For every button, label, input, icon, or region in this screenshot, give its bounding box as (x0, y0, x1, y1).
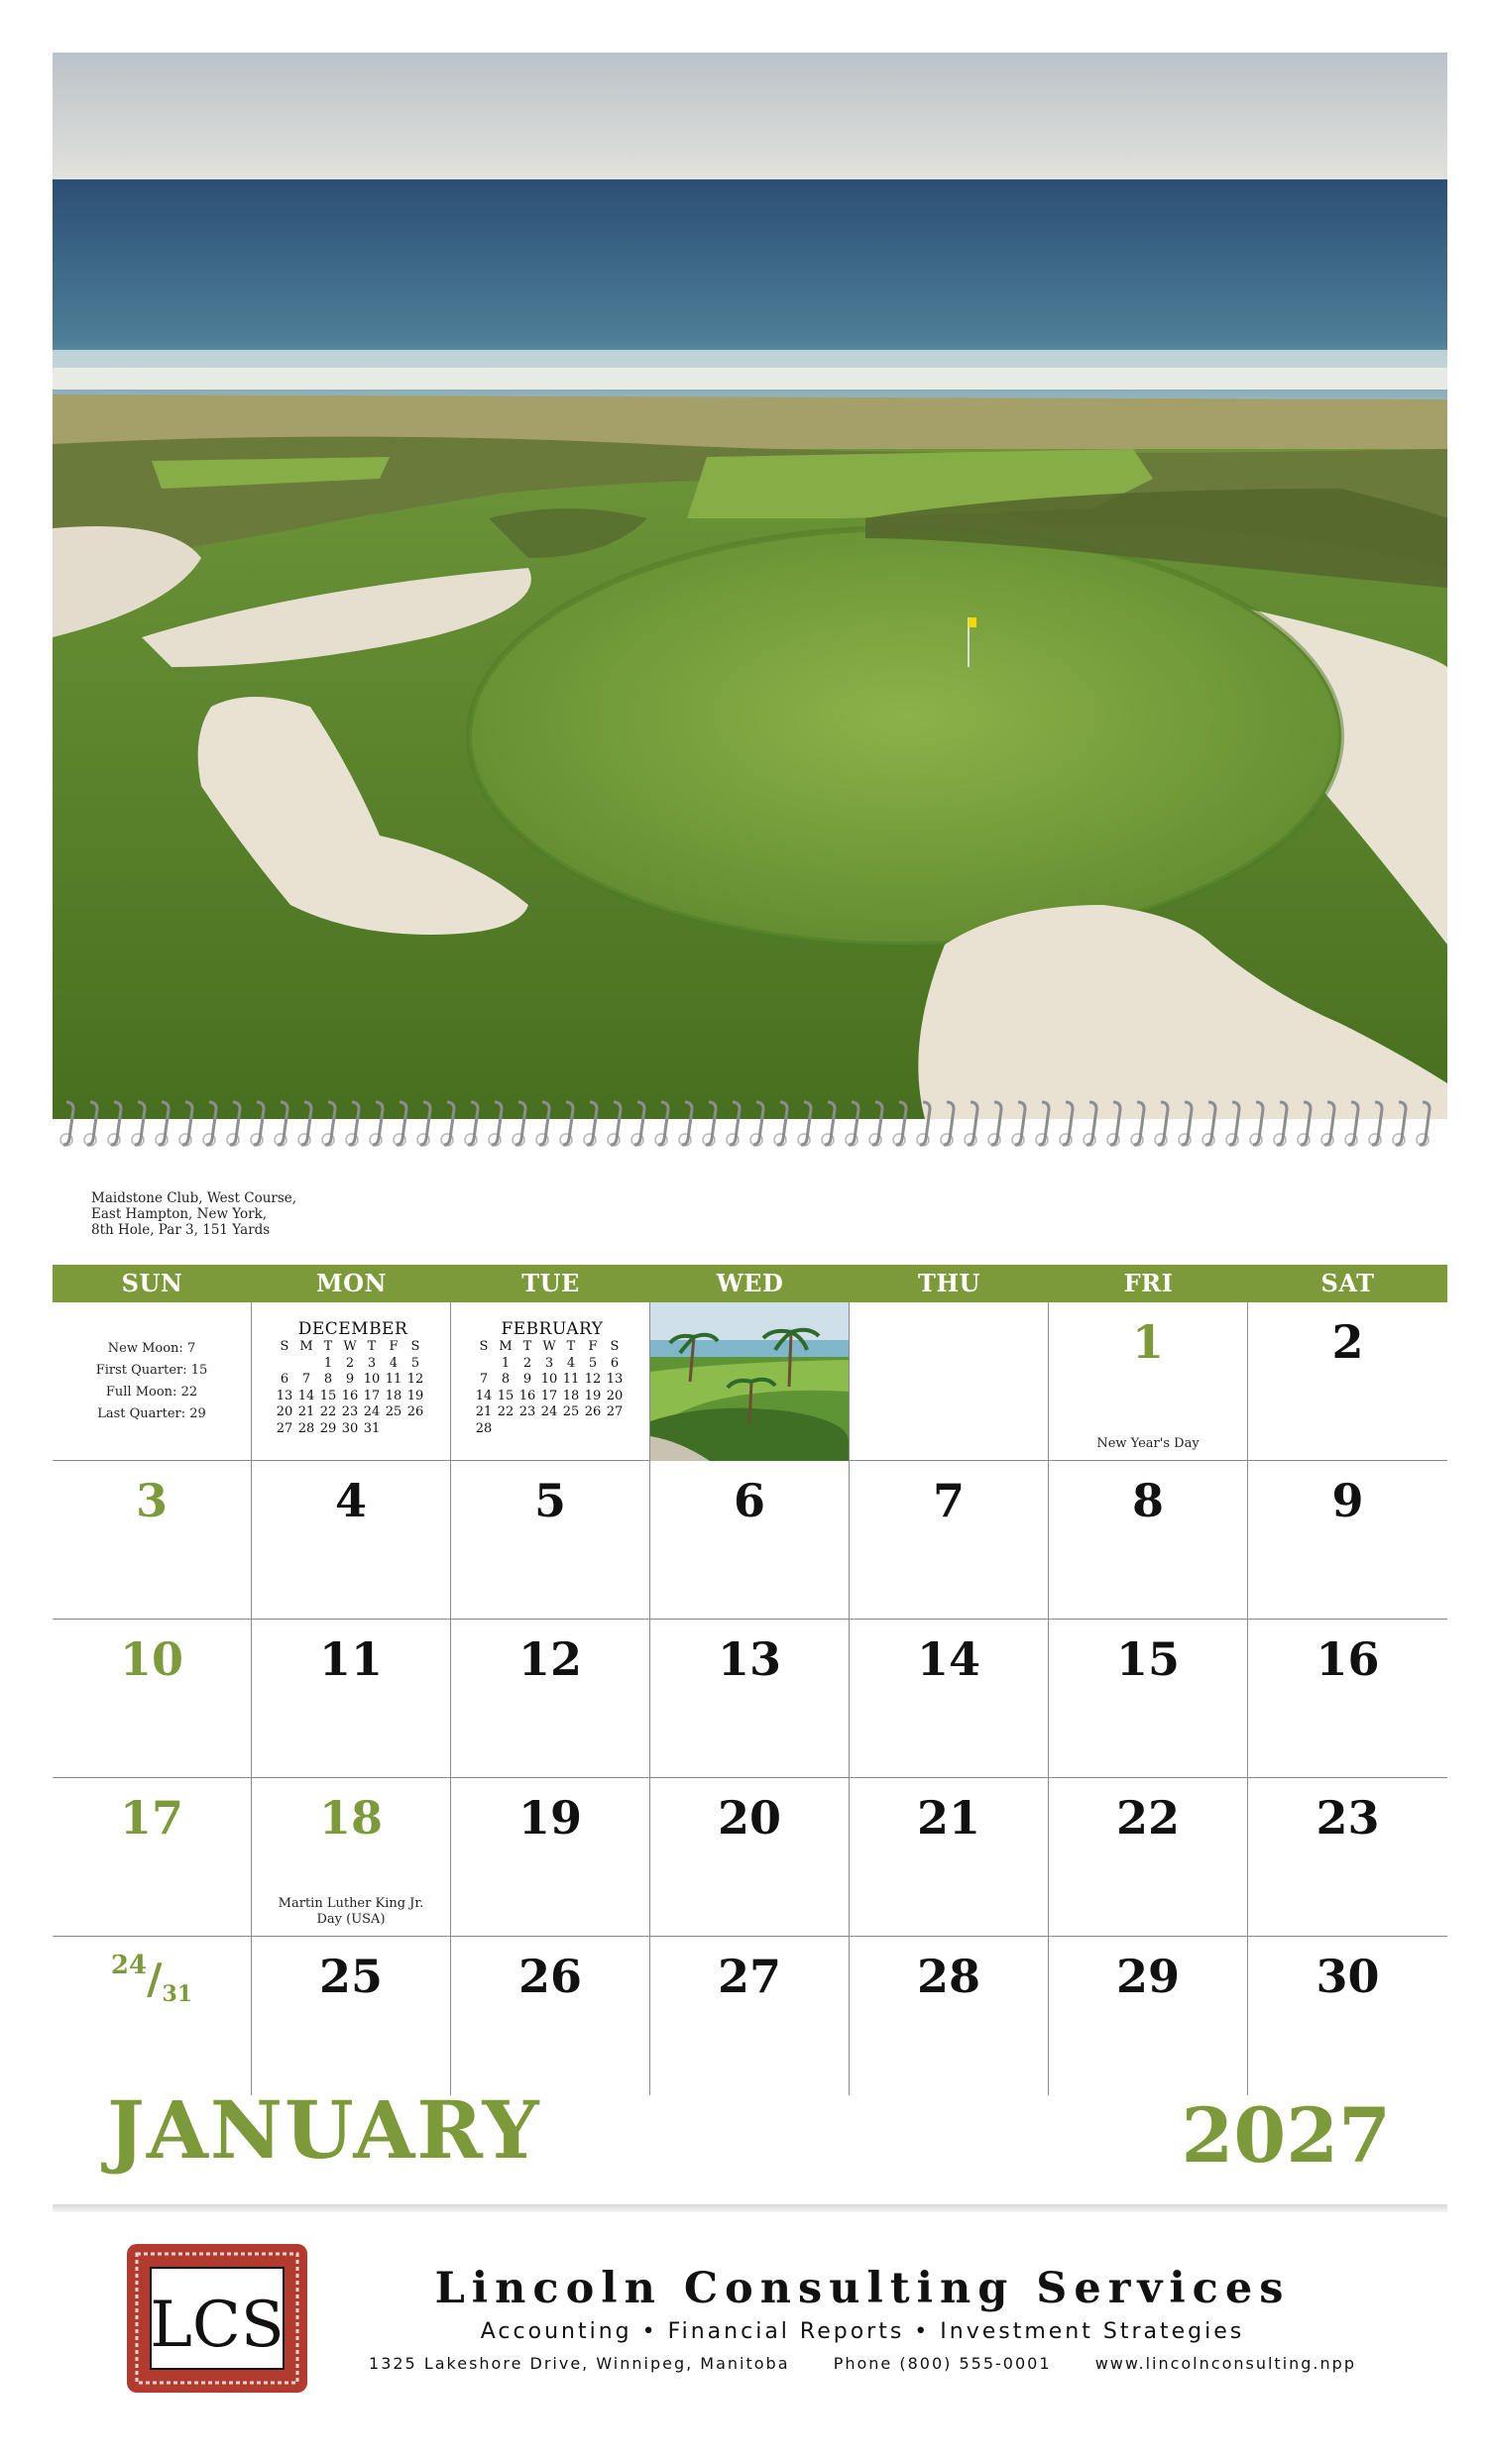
mini-calendar-day: 18 (385, 1388, 402, 1403)
mini-calendar-day: 18 (562, 1388, 580, 1403)
mini-calendar-day: 15 (319, 1388, 337, 1403)
company-address: 1325 Lakeshore Drive, Winnipeg, Manitoba (369, 2354, 790, 2373)
weekday-thu: THU (918, 1269, 980, 1297)
spiral-ring (1369, 1102, 1382, 1146)
mini-calendar-day: 9 (522, 1372, 532, 1387)
spiral-ring (275, 1102, 287, 1146)
mini-calendar-day: 21 (475, 1404, 493, 1419)
mini-calendar-day: 22 (319, 1404, 337, 1419)
mini-calendar-day: 3 (367, 1355, 377, 1371)
day-cell[interactable] (1248, 1778, 1447, 1936)
spiral-ring (346, 1102, 359, 1146)
mini-calendar-day: 25 (385, 1404, 402, 1419)
company-tagline: Accounting • Financial Reports • Investment Strategies (480, 2319, 1245, 2344)
mini-calendar-day: 24 (363, 1404, 381, 1419)
spiral-ring (489, 1102, 502, 1146)
spiral-ring (750, 1102, 763, 1146)
mini-calendar-day: 26 (584, 1404, 602, 1419)
calendar-week-1 (53, 1302, 1447, 1461)
day-number: 19 (517, 1791, 582, 1845)
mini-calendar-day: 6 (280, 1372, 289, 1387)
day-cell[interactable] (252, 1778, 451, 1936)
weekday-sat: SAT (1320, 1269, 1375, 1297)
spiral-ring (869, 1102, 882, 1146)
day-cell-2[interactable] (1248, 1302, 1447, 1460)
day-cell[interactable] (650, 1461, 850, 1619)
spiral-ring (965, 1102, 977, 1146)
day-number: 28 (916, 1950, 980, 2003)
mini-calendar-day: 19 (584, 1388, 602, 1403)
day-number-31: 31 (162, 1981, 193, 2007)
spiral-ring (394, 1102, 406, 1146)
mini-calendar-day: 27 (276, 1420, 293, 1436)
company-logo (127, 2244, 307, 2393)
day-cell[interactable] (850, 1778, 1049, 1936)
day-number: 13 (717, 1632, 781, 1686)
spiral-ring (227, 1102, 240, 1146)
day-number: 25 (318, 1950, 383, 2003)
mini-calendar-weekday: T (522, 1339, 532, 1354)
weekday-sun: SUN (121, 1269, 183, 1297)
day-number: 6 (733, 1474, 765, 1527)
spiral-ring (631, 1102, 644, 1146)
calendar-week-5 (53, 1937, 1447, 2095)
mini-calendar-day: 1 (323, 1355, 333, 1371)
moon-phase-last-quarter: Last Quarter: 29 (97, 1406, 206, 1421)
spiral-ring (655, 1102, 668, 1146)
mini-calendar-day: 28 (297, 1420, 315, 1436)
mini-calendar-weekday: F (588, 1339, 598, 1354)
day-number: 22 (1115, 1791, 1180, 1845)
day-number: 2 (1331, 1315, 1364, 1369)
day-cell[interactable] (1248, 1937, 1447, 2095)
day-number: 8 (1131, 1474, 1164, 1527)
mini-photo-cell (650, 1302, 850, 1460)
day-cell[interactable] (53, 1461, 252, 1619)
spiral-ring (1012, 1102, 1025, 1146)
day-cell[interactable] (451, 1778, 650, 1936)
spiral-ring (156, 1102, 169, 1146)
spiral-ring (727, 1102, 740, 1146)
golf-course-illustration (53, 53, 1447, 1119)
mini-calendar-day: 19 (406, 1388, 424, 1403)
year-title: 2027 (1181, 2091, 1391, 2180)
spiral-ring (703, 1102, 716, 1146)
day-number: 1 (1131, 1315, 1164, 1369)
spiral-ring (370, 1102, 383, 1146)
company-name: Lincoln Consulting Services (434, 2264, 1291, 2313)
day-number: 7 (932, 1474, 965, 1527)
calendar-week-3 (53, 1620, 1447, 1778)
day-cell[interactable] (1049, 1461, 1248, 1619)
day-cell[interactable] (650, 1620, 850, 1777)
mini-calendar-day: 20 (276, 1404, 293, 1419)
mini-calendar-day: 6 (610, 1355, 620, 1371)
moon-phases-cell (53, 1302, 252, 1460)
day-number: 17 (119, 1791, 183, 1845)
spiral-ring (1131, 1102, 1144, 1146)
mini-calendar-day: 5 (588, 1355, 598, 1371)
spiral-ring (822, 1102, 835, 1146)
spiral-ring (84, 1102, 97, 1146)
prev-month-cell (252, 1302, 451, 1460)
day-number: 9 (1331, 1474, 1364, 1527)
mini-calendar-day: 31 (363, 1420, 381, 1436)
day-number: 20 (717, 1791, 781, 1845)
mini-calendar-weekday: T (323, 1339, 333, 1354)
spiral-ring (1226, 1102, 1239, 1146)
mini-calendar-february (473, 1320, 631, 1437)
day-cell[interactable] (451, 1620, 650, 1777)
spiral-ring (560, 1102, 573, 1146)
day-cell-empty (850, 1302, 1049, 1460)
day-cell[interactable] (252, 1461, 451, 1619)
day-cell[interactable] (252, 1620, 451, 1777)
mini-calendar-day: 30 (341, 1420, 359, 1436)
day-cell[interactable] (850, 1937, 1049, 2095)
mini-calendar-title: DECEMBER (297, 1319, 408, 1339)
day-number: 27 (717, 1950, 781, 2003)
day-number: 23 (1315, 1791, 1380, 1845)
company-website[interactable]: www.lincolnconsulting.npp (1094, 2354, 1356, 2373)
spiral-ring (322, 1102, 335, 1146)
mini-calendar-day: 21 (297, 1404, 315, 1419)
company-contact (327, 2353, 1398, 2375)
mini-calendar-weekday: M (499, 1339, 513, 1354)
mini-calendar-weekday: S (280, 1339, 289, 1354)
spiral-ring (513, 1102, 525, 1146)
day-cell[interactable] (1248, 1620, 1447, 1777)
day-number: 12 (517, 1632, 582, 1686)
split-day-number (53, 1951, 251, 2007)
spiral-ring (1060, 1102, 1073, 1146)
caption-line: East Hampton, New York, (91, 1206, 268, 1222)
mini-calendar-day: 4 (389, 1355, 399, 1371)
day-number: 29 (1115, 1950, 1180, 2003)
spiral-ring (1393, 1102, 1406, 1146)
spiral-ring (846, 1102, 858, 1146)
spiral-ring (608, 1102, 621, 1146)
day-cell[interactable] (53, 1620, 252, 1777)
weekday-mon: MON (316, 1269, 387, 1297)
day-number: 14 (916, 1632, 980, 1686)
mini-calendar-day (274, 1356, 295, 1373)
day-number: 4 (334, 1474, 367, 1527)
spiral-ring (251, 1102, 264, 1146)
mini-calendar-weekday: S (479, 1339, 489, 1354)
mini-calendar-day: 8 (501, 1372, 511, 1387)
mini-calendar-weekday: F (389, 1339, 399, 1354)
moon-phase-full: Full Moon: 22 (105, 1385, 198, 1400)
mini-calendar-day: 16 (518, 1388, 536, 1403)
mini-calendar-days (473, 1339, 631, 1437)
day-cell[interactable] (850, 1461, 1049, 1619)
spiral-ring (60, 1102, 73, 1146)
photo-caption (91, 1190, 488, 1238)
logo-monogram: LCS (150, 2289, 285, 2362)
spiral-ring (988, 1102, 1001, 1146)
mini-calendar-day: 11 (562, 1372, 580, 1387)
day-cell[interactable] (252, 1937, 451, 2095)
mini-calendar-days (274, 1339, 432, 1437)
mini-calendar-day: 13 (276, 1388, 293, 1403)
spiral-ring (1321, 1102, 1334, 1146)
mini-calendar-day: 12 (406, 1372, 424, 1387)
mini-calendar-day: 17 (540, 1388, 558, 1403)
split-slash: / (147, 1955, 163, 2003)
day-cell[interactable] (1049, 1620, 1248, 1777)
next-month-cell (451, 1302, 650, 1460)
mini-calendar-day: 8 (323, 1372, 333, 1387)
spiral-ring (179, 1102, 192, 1146)
day-cell[interactable] (53, 1778, 252, 1936)
day-cell[interactable] (650, 1778, 850, 1936)
day-cell[interactable] (451, 1461, 650, 1619)
day-cell-1[interactable] (1049, 1302, 1248, 1460)
day-number: 26 (517, 1950, 582, 2003)
spiral-ring (1084, 1102, 1096, 1146)
spiral-ring (298, 1102, 311, 1146)
spiral-ring (893, 1102, 906, 1146)
day-number: 10 (119, 1632, 183, 1686)
calendar-week-4 (53, 1778, 1447, 1937)
mini-calendar-weekday: M (299, 1339, 313, 1354)
spiral-ring (465, 1102, 478, 1146)
spiral-ring (679, 1102, 692, 1146)
day-cell[interactable] (1049, 1778, 1248, 1936)
spiral-ring (1202, 1102, 1215, 1146)
day-cell[interactable] (1248, 1461, 1447, 1619)
day-cell[interactable] (850, 1620, 1049, 1777)
month-title: JANUARY (107, 2083, 541, 2177)
mini-calendar-weekday: W (542, 1339, 556, 1354)
spiral-ring (536, 1102, 549, 1146)
mini-calendar-day: 26 (406, 1404, 424, 1419)
mini-calendar-day: 17 (363, 1388, 381, 1403)
mini-calendar-day: 29 (319, 1420, 337, 1436)
calendar-grid (53, 1265, 1447, 2095)
spiral-ring (132, 1102, 145, 1146)
mini-calendar-day: 5 (410, 1355, 420, 1371)
day-number: 18 (318, 1791, 383, 1845)
holiday-note: New Year's Day (1096, 1436, 1200, 1451)
weekday-tue: TUE (521, 1269, 580, 1297)
mini-calendar-day (473, 1356, 495, 1373)
mini-calendar-weekday: T (367, 1339, 377, 1354)
mini-calendar-day: 13 (606, 1372, 624, 1387)
mini-calendar-day: 10 (540, 1372, 558, 1387)
spiral-ring (941, 1102, 954, 1146)
mini-calendar-day: 14 (297, 1388, 315, 1403)
spiral-ring (417, 1102, 430, 1146)
spiral-ring (1298, 1102, 1311, 1146)
day-cell[interactable] (650, 1937, 850, 2095)
moon-phase-new: New Moon: 7 (107, 1341, 196, 1356)
mini-calendar-day: 14 (475, 1388, 493, 1403)
mini-calendar-day: 28 (475, 1420, 493, 1436)
weekday-header (53, 1265, 1447, 1302)
spiral-ring (108, 1102, 121, 1146)
spiral-ring (1036, 1102, 1049, 1146)
mini-calendar-day: 2 (522, 1355, 532, 1371)
mini-calendar-day: 4 (566, 1355, 576, 1371)
mini-calendar-day: 3 (544, 1355, 554, 1371)
day-number: 30 (1315, 1950, 1380, 2003)
spiral-ring (1250, 1102, 1263, 1146)
mini-calendar-day: 23 (518, 1404, 536, 1419)
mini-calendar-day: 7 (301, 1372, 311, 1387)
day-cell[interactable] (1049, 1937, 1248, 2095)
calendar-week-2 (53, 1461, 1447, 1620)
mini-calendar-day: 22 (497, 1404, 515, 1419)
mini-calendar-day: 15 (497, 1388, 515, 1403)
weekday-wed: WED (716, 1269, 784, 1297)
mini-calendar-weekday: W (343, 1339, 357, 1354)
mini-calendar-day: 16 (341, 1388, 359, 1403)
caption-line: Maidstone Club, West Course, (91, 1190, 297, 1206)
mini-calendar-day: 27 (606, 1404, 624, 1419)
mini-calendar-december (274, 1320, 432, 1437)
hero-photo (53, 53, 1447, 1119)
day-number: 11 (318, 1632, 383, 1686)
tropical-course-photo (650, 1302, 849, 1461)
day-number: 16 (1315, 1632, 1380, 1686)
tropical-golf-illustration (650, 1302, 849, 1461)
mini-calendar-weekday: T (566, 1339, 576, 1354)
mini-calendar-weekday: S (610, 1339, 620, 1354)
mini-calendar-day: 7 (479, 1372, 489, 1387)
spiral-ring (1417, 1102, 1430, 1146)
spiral-ring (441, 1102, 454, 1146)
weekday-fri: FRI (1123, 1269, 1174, 1297)
spiral-ring (917, 1102, 930, 1146)
mini-calendar-day: 20 (606, 1388, 624, 1403)
day-number: 21 (916, 1791, 980, 1845)
mini-calendar-day: 2 (345, 1355, 355, 1371)
holiday-note: Martin Luther King Jr. Day (USA) (278, 1896, 424, 1927)
company-phone: Phone (800) 555-0001 (833, 2354, 1052, 2373)
spiral-ring (1107, 1102, 1120, 1146)
spiral-binding (53, 1096, 1447, 1152)
moon-phases (53, 1338, 251, 1425)
spiral-ring (1345, 1102, 1358, 1146)
mini-calendar-day: 11 (385, 1372, 402, 1387)
day-number: 5 (533, 1474, 566, 1527)
mini-calendar-day: 10 (363, 1372, 381, 1387)
spiral-ring (584, 1102, 597, 1146)
mini-calendar-day (295, 1356, 317, 1373)
day-number: 3 (135, 1474, 168, 1527)
mini-calendar-title: FEBRUARY (501, 1319, 604, 1339)
mini-calendar-day: 1 (501, 1355, 511, 1371)
divider (53, 2204, 1447, 2212)
mini-calendar-day: 9 (345, 1372, 355, 1387)
day-number: 15 (1115, 1632, 1180, 1686)
mini-calendar-day: 12 (584, 1372, 602, 1387)
spiral-ring (1274, 1102, 1287, 1146)
day-number-24: 24 (110, 1951, 148, 1980)
mini-calendar-day: 25 (562, 1404, 580, 1419)
spiral-ring (798, 1102, 811, 1146)
moon-phase-first-quarter: First Quarter: 15 (95, 1363, 208, 1378)
day-cell[interactable] (451, 1937, 650, 2095)
spiral-ring (774, 1102, 787, 1146)
caption-line: 8th Hole, Par 3, 151 Yards (91, 1222, 271, 1238)
spiral-ring (1179, 1102, 1192, 1146)
spiral-ring (1155, 1102, 1168, 1146)
day-cell-24-31[interactable] (53, 1937, 252, 2095)
spiral-ring (203, 1102, 216, 1146)
mini-calendar-day: 24 (540, 1404, 558, 1419)
mini-calendar-weekday: S (410, 1339, 420, 1354)
mini-calendar-day: 23 (341, 1404, 359, 1419)
